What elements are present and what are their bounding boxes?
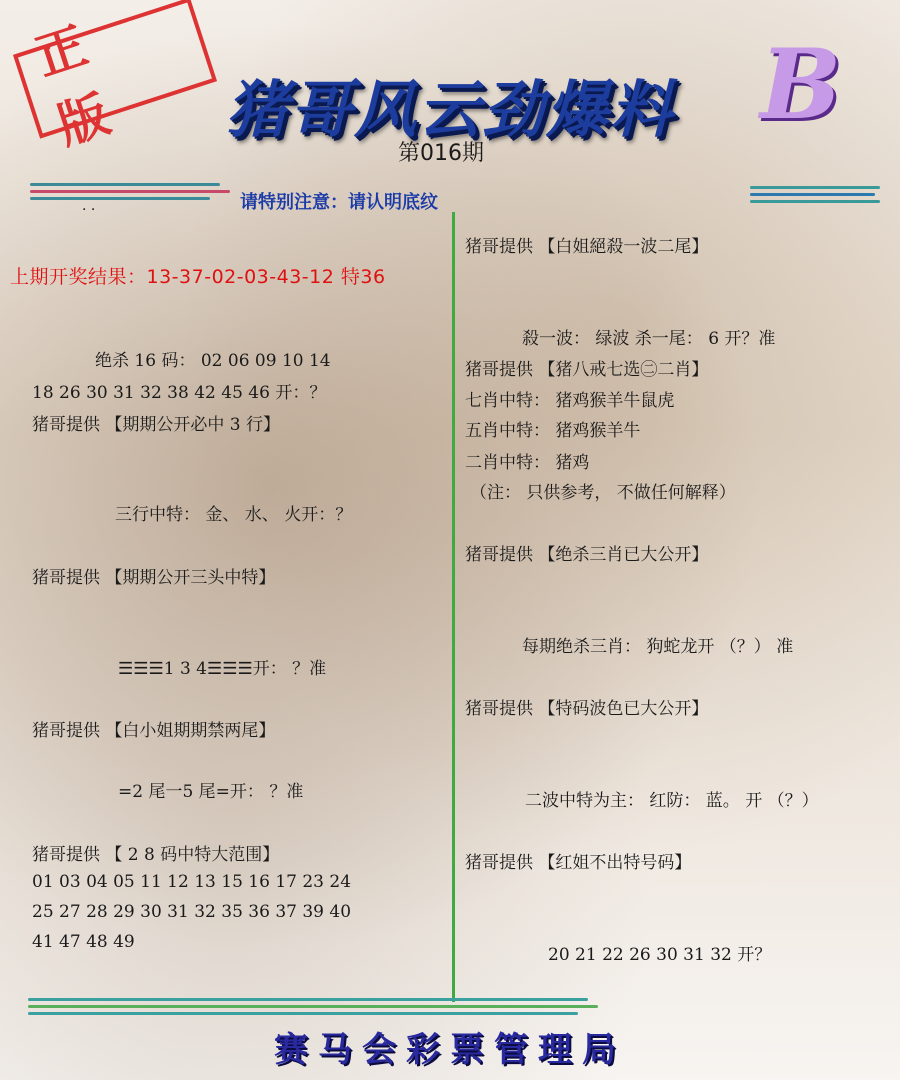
disclaimer-note: （注： 只供参考， 不做任何解释） — [470, 483, 736, 503]
kill-16-line: 绝杀 16 码： 02 06 09 10 14 — [95, 351, 331, 371]
last-draw-result: 上期开奖结果：13-37-02-03-43-12 特36 — [10, 266, 386, 288]
edition-letter: B — [760, 28, 842, 141]
section-heading: 猪哥提供 【绝杀三肖已大公开】 — [465, 545, 709, 565]
section-heading: 猪哥提供 【 2 8 码中特大范围】 — [32, 845, 280, 865]
five-zodiac-line: 五肖中特： 猪鸡猴羊牛 — [465, 421, 641, 441]
section-heading: 猪哥提供 【期期公开必中 3 行】 — [32, 415, 281, 435]
kill-three-zodiac-line: 每期绝杀三肖： 狗蛇龙开 （？） 准 — [522, 637, 794, 657]
three-elements-line: 三行中特： 金、 水、 火开：？ — [115, 505, 353, 525]
column-divider — [452, 212, 455, 1002]
issue-number: 第016期 — [398, 141, 484, 166]
page-title: 猪哥风云劲爆料 — [225, 73, 674, 146]
section-heading: 猪哥提供 【特码波色已大公开】 — [465, 699, 709, 719]
kill-16-line-2: 18 26 30 31 32 38 42 45 46 开：？ — [32, 383, 327, 403]
number-row: 41 47 48 49 — [32, 932, 135, 952]
decorative-stripes-bottom — [28, 998, 598, 1016]
two-zodiac-line: 二肖中特： 猪鸡 — [465, 453, 590, 473]
two-wave-line: 二波中特为主： 红防： 蓝。 开 （？） — [525, 791, 819, 811]
number-row: 01 03 04 05 11 12 13 15 16 17 23 24 — [32, 872, 352, 892]
two-tails-line: =2 尾一5 尾=开： ？准 — [118, 782, 304, 802]
section-heading: 猪哥提供 【白小姐期期禁两尾】 — [32, 721, 276, 741]
genuine-stamp: 正 版 — [13, 0, 217, 139]
decorative-stripes-left — [30, 183, 230, 201]
excluded-numbers-line: 20 21 22 26 30 31 32 开？ — [548, 945, 772, 965]
number-row: 25 27 28 29 30 31 32 35 36 37 39 40 — [32, 902, 352, 922]
three-heads-line: ☰☰☰1 3 4☰☰☰开： ？准 — [118, 659, 327, 679]
decorative-stripes-right — [750, 186, 880, 204]
decorative-dots: · · — [82, 202, 96, 218]
notice-text: 请特别注意：请认明底纹 — [240, 192, 438, 213]
kill-wave-line: 殺一波： 绿波 杀一尾： 6 开？准 — [522, 329, 776, 349]
footer-title: 赛马会彩票管理局 — [274, 1030, 626, 1070]
section-heading: 猪哥提供 【猪八戒七选㊁二肖】 — [465, 360, 709, 380]
section-heading: 猪哥提供 【白姐絕殺一波二尾】 — [465, 237, 709, 257]
section-heading: 猪哥提供 【期期公开三头中特】 — [32, 568, 276, 588]
seven-zodiac-line: 七肖中特： 猪鸡猴羊牛鼠虎 — [465, 391, 675, 411]
section-heading: 猪哥提供 【红姐不出特号码】 — [465, 853, 692, 873]
